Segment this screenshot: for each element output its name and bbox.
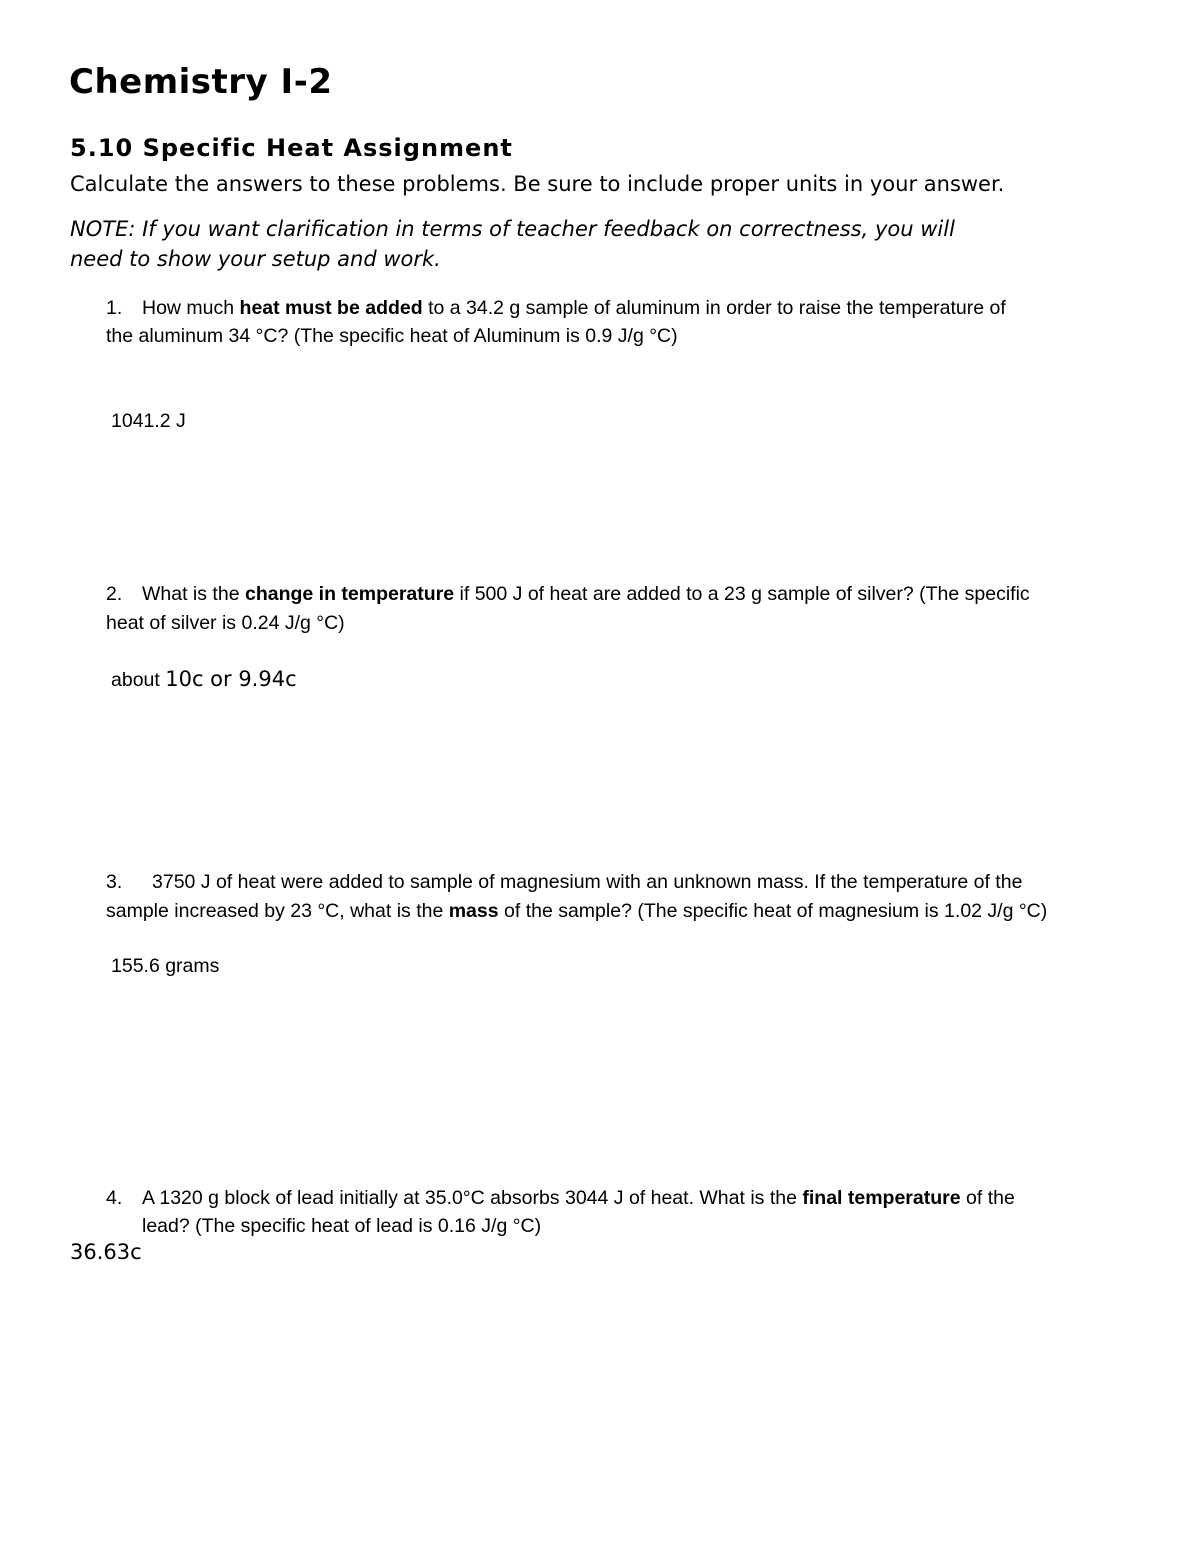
question-text-line-1 xyxy=(142,580,1030,608)
question-text-line-2: heat of silver is 0.24 J/g °C) xyxy=(106,612,345,634)
question-number: 1. xyxy=(106,297,123,319)
question-text: to a 34.2 g sample of aluminum in order to raise the temperature of xyxy=(422,297,1006,319)
question-emphasis: mass xyxy=(448,900,499,922)
answer-4: 36.63c xyxy=(70,1240,142,1264)
question-text: What is the xyxy=(142,583,245,605)
question-text: of the xyxy=(960,1187,1015,1209)
instructions: Calculate the answers to these problems. Be sure to include proper units in your answer. xyxy=(70,172,1005,196)
question-emphasis: final temperature xyxy=(802,1187,961,1209)
note-line-1: NOTE: If you want clarification in terms of teacher feedback on correctness, you will xyxy=(70,217,955,241)
question-text-line-1 xyxy=(142,1184,1015,1212)
answer-2 xyxy=(111,667,297,692)
question-text-line-2: lead? (The specific heat of lead is 0.16 J/g °C) xyxy=(142,1215,542,1237)
question-text: sample increased by 23 °C, what is the xyxy=(106,900,449,922)
question-text-line-2 xyxy=(106,897,1047,925)
question-text: A 1320 g block of lead initially at 35.0°C absorbs 3044 J of heat. What is the xyxy=(142,1187,803,1209)
question-text: of the sample? (The specific heat of magnesium is 1.02 J/g °C) xyxy=(498,900,1048,922)
question-text: if 500 J of heat are added to a 23 g sample of silver? (The specific xyxy=(454,583,1030,605)
question-emphasis: heat must be added xyxy=(239,297,423,319)
question-text: How much xyxy=(142,297,240,319)
answer-1: 1041.2 J xyxy=(111,410,186,432)
question-number: 3. xyxy=(106,871,123,893)
assignment-title: 5.10 Specific Heat Assignment xyxy=(70,134,513,162)
answer-prefix: about xyxy=(111,669,166,691)
note-line-2: need to show your setup and work. xyxy=(70,247,441,271)
question-text-line-1: 3750 J of heat were added to sample of magnesium with an unknown mass. If the temperature of the xyxy=(152,871,1023,893)
question-text-line-2: the aluminum 34 °C? (The specific heat of Aluminum is 0.9 J/g °C) xyxy=(106,325,678,347)
question-number: 2. xyxy=(106,583,123,605)
answer-value: 10c or 9.94c xyxy=(165,667,297,691)
course-title: Chemistry I-2 xyxy=(69,62,333,102)
question-text-line-1 xyxy=(142,294,1006,322)
answer-3: 155.6 grams xyxy=(111,955,220,977)
question-number: 4. xyxy=(106,1187,123,1209)
question-emphasis: change in temperature xyxy=(244,583,455,605)
